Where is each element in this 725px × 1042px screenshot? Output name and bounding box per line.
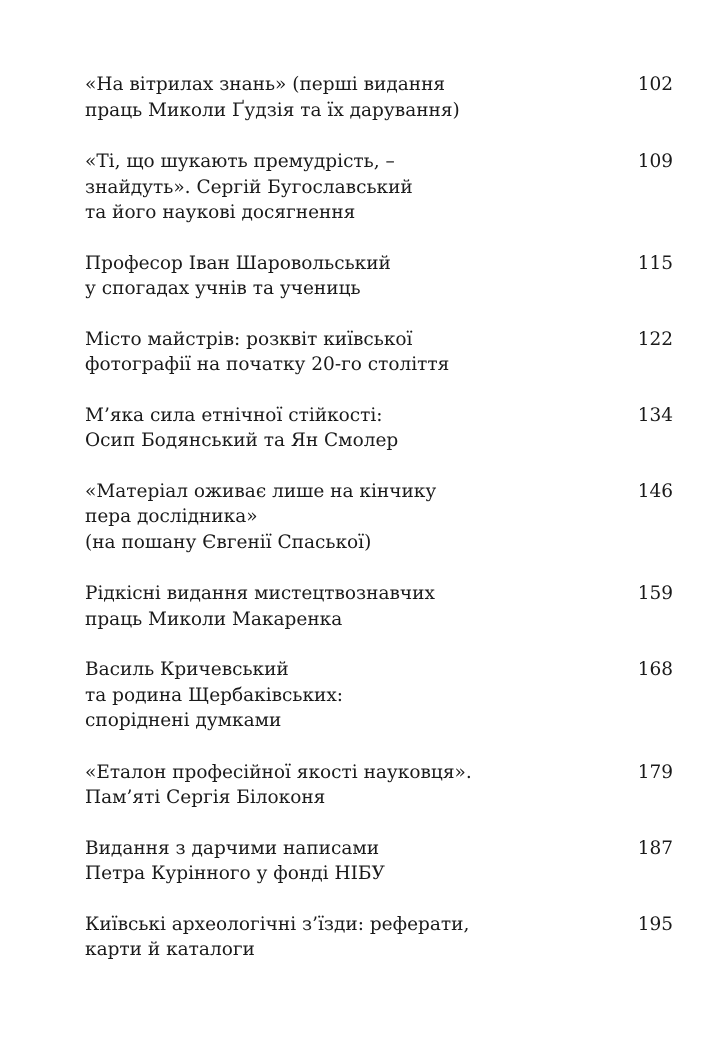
toc-entry-title <box>85 912 605 963</box>
toc-entry-title-line: (на пошану Євгенії Спаської) <box>85 531 372 553</box>
toc-entry-title <box>85 836 605 887</box>
toc-entry-title-line: Пам’яті Сергія Білоконя <box>85 787 326 808</box>
toc-entry-page-number: 115 <box>637 252 673 274</box>
table-of-contents <box>85 72 673 963</box>
toc-entry <box>85 327 673 378</box>
toc-entry-page-number: 187 <box>637 837 673 859</box>
toc-entry <box>85 581 673 632</box>
toc-entry-title-line: Петра Курінного у фонді НІБУ <box>85 863 385 884</box>
toc-entry-title-line: споріднені думками <box>85 710 282 731</box>
toc-entry-page-number: 168 <box>637 659 673 680</box>
toc-entry-title-line: пера дослідника» <box>85 506 258 527</box>
toc-entry <box>85 760 673 811</box>
toc-entry <box>85 836 673 887</box>
toc-entry-page-number: 179 <box>637 761 673 783</box>
toc-entry-title-line: Київські археологічні з’їзди: реферати, <box>85 913 470 935</box>
toc-entry-page-number: 102 <box>637 74 673 95</box>
toc-entry-title-line: та його наукові досягнення <box>85 202 356 223</box>
toc-entry-title <box>85 760 605 811</box>
toc-entry-title <box>85 327 605 378</box>
toc-entry-page-number: 159 <box>637 583 673 604</box>
toc-entry-page-number: 146 <box>637 480 673 502</box>
toc-entry-page-number: 134 <box>637 404 673 426</box>
toc-entry-title-line: фотографії на початку 20-го століття <box>85 354 450 375</box>
toc-entry-title-line: та родина Щербаківських: <box>85 684 344 706</box>
toc-entry-title-line: М’яка сила етнічної стійкості: <box>85 404 383 426</box>
toc-entry <box>85 912 673 963</box>
toc-entry-page-number: 109 <box>637 151 673 172</box>
toc-entry-title-line: «Ті, що шукають премудрість, – <box>85 151 395 172</box>
toc-entry-title-line: у спогадах учнів та учениць <box>85 278 361 299</box>
toc-entry <box>85 479 673 556</box>
toc-entry-title <box>85 72 605 123</box>
toc-entry <box>85 251 673 302</box>
toc-entry-title-line: карти й каталоги <box>85 939 255 960</box>
toc-entry-title-line: «Матеріал оживає лише на кінчику <box>85 480 437 502</box>
toc-entry <box>85 403 673 454</box>
toc-entry-title-line: Рідкісні видання мистецтвознавчих <box>85 583 435 604</box>
toc-entry-title-line: «Еталон професійної якості науковця». <box>85 761 472 783</box>
toc-entry-title <box>85 479 605 556</box>
toc-entry <box>85 72 673 123</box>
toc-entry-page-number: 122 <box>637 328 673 350</box>
toc-entry <box>85 149 673 226</box>
toc-entry-title <box>85 403 605 454</box>
toc-entry-title <box>85 251 605 302</box>
toc-entry-title-line: знайдуть». Сергій Бугославський <box>85 176 413 198</box>
toc-entry-title-line: Професор Іван Шаровольський <box>85 252 391 274</box>
toc-entry-title-line: праць Миколи Макаренка <box>85 608 343 630</box>
toc-entry-title-line: праць Миколи Ґудзія та їх дарування) <box>85 99 460 121</box>
toc-entry <box>85 657 673 734</box>
toc-entry-title <box>85 149 605 226</box>
toc-entry-title-line: Місто майстрів: розквіт київської <box>85 328 413 350</box>
toc-entry-title-line: Осип Бодянський та Ян Смолер <box>85 430 399 451</box>
toc-entry-title-line: Василь Кричевський <box>85 659 289 680</box>
toc-entry-title <box>85 581 605 632</box>
toc-entry-title-line: «На вітрилах знань» (перші видання <box>85 74 446 95</box>
toc-entry-title <box>85 657 605 734</box>
toc-entry-title-line: Видання з дарчими написами <box>85 837 380 859</box>
toc-entry-page-number: 195 <box>637 913 673 935</box>
